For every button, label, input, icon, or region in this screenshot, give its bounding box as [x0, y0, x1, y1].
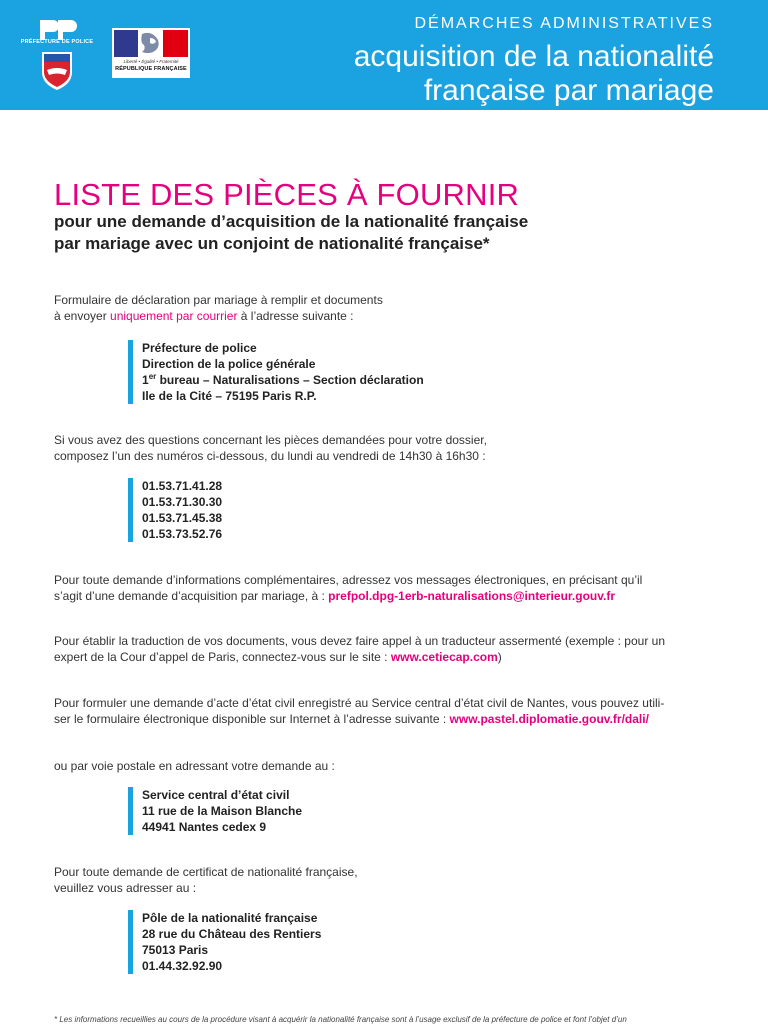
- intro-paragraph: [54, 292, 719, 324]
- address-prefecture-line-1: Préfecture de police: [142, 341, 257, 355]
- certificat-line-2: veuillez vous adresser au :: [54, 881, 197, 895]
- footnote: * Les informations recueillies au cours de la procédure visant à acquérir la nationalité française sont à l’usage exclusif de la préfecture de police et font l’objet d’un: [54, 1015, 627, 1024]
- rf-name: RÉPUBLIQUE FRANÇAISE: [115, 66, 187, 72]
- postal-paragraph: ou par voie postale en adressant votre demande au :: [54, 759, 335, 773]
- address-pole-line-3: 75013 Paris: [142, 943, 209, 957]
- address-prefecture-line-2: Direction de la police générale: [142, 357, 316, 371]
- rf-motto: Liberté • Égalité • Fraternité: [123, 59, 179, 64]
- etat-civil-line-2: [54, 711, 719, 727]
- address-prefecture: [128, 340, 424, 404]
- header-title: [354, 40, 714, 108]
- info-email-paragraph: [54, 572, 719, 604]
- certificat-line-1: Pour toute demande de certificat de nationalité française,: [54, 865, 358, 879]
- header-title-line-2: française par mariage: [423, 74, 714, 107]
- prefecture-logo-text: PRÉFECTURE DE POLICE: [20, 39, 94, 45]
- address-nantes-line-3: 44941 Nantes cedex 9: [142, 820, 267, 834]
- subtitle-line-2: par mariage avec un conjoint de nationalité française*: [54, 234, 490, 253]
- republique-francaise-logo: [112, 28, 190, 78]
- marianne-icon: [112, 28, 190, 58]
- phone-number[interactable]: 01.53.71.45.38: [142, 511, 223, 525]
- prefecture-de-police-logo: [14, 16, 100, 92]
- pastel-link[interactable]: www.pastel.diplomatie.gouv.fr/dali/: [449, 712, 649, 726]
- info-email-line-1: Pour toute demande d’informations complémentaires, adressez vos messages électroniques, en précisant qu’il: [54, 573, 643, 587]
- etat-civil-line-1: Pour formuler une demande d’acte d’état civil enregistré au Service central d’état civil de Nantes, vous pouvez utili-: [54, 696, 665, 710]
- phone-number[interactable]: 01.53.73.52.76: [142, 527, 223, 541]
- phone-number[interactable]: 01.53.71.41.28: [142, 479, 223, 493]
- address-pole-nationalite: [128, 910, 321, 974]
- email-link[interactable]: prefpol.dpg-1erb-naturalisations@interieur.gouv.fr: [328, 589, 616, 603]
- address-nantes-line-1: Service central d’état civil: [142, 788, 290, 802]
- bureau-label: bureau – Naturalisations – Section déclaration: [156, 373, 424, 387]
- page-title: LISTE DES PIÈCES À FOURNIR: [54, 177, 520, 212]
- translation-line-1: Pour établir la traduction de vos documents, vous devez faire appel à un traducteur assermenté (exemple : pour un: [54, 634, 666, 648]
- address-nantes: [128, 787, 302, 835]
- etat-civil-line-2-text: ser le formulaire électronique disponible sur Internet à l’adresse suivante :: [54, 712, 450, 726]
- questions-paragraph: [54, 432, 719, 464]
- address-nantes-line-2: 11 rue de la Maison Blanche: [142, 804, 303, 818]
- address-pole-phone[interactable]: 01.44.32.92.90: [142, 959, 223, 973]
- certificat-paragraph: [54, 864, 719, 896]
- translation-line-2-text: expert de la Cour d’appel de Paris, connectez-vous sur le site :: [54, 650, 391, 664]
- header-kicker: DÉMARCHES ADMINISTRATIVES: [414, 15, 714, 32]
- cetiecap-link[interactable]: www.cetiecap.com: [390, 650, 498, 664]
- info-email-line-2: [54, 588, 719, 604]
- bureau-number: 1: [142, 373, 149, 387]
- intro-line-1: Formulaire de déclaration par mariage à remplir et documents: [54, 293, 383, 307]
- translation-line-2: [54, 649, 719, 665]
- questions-line-2: composez l’un des numéros ci-dessous, du lundi au vendredi de 14h30 à 16h30 :: [54, 449, 486, 463]
- etat-civil-paragraph: [54, 695, 719, 727]
- header-banner: [0, 0, 768, 110]
- bureau-ordinal: er: [148, 372, 157, 381]
- address-pole-line-1: Pôle de la nationalité française: [142, 911, 318, 925]
- page-subtitle: [54, 211, 714, 255]
- info-email-line-2-text: s’agit d’une demande d’acquisition par mariage, à :: [54, 589, 329, 603]
- intro-line-2: [54, 308, 719, 324]
- subtitle-line-1: pour une demande d’acquisition de la nationalité française: [54, 212, 529, 231]
- address-prefecture-line-4: Ile de la Cité – 75195 Paris R.P.: [142, 389, 317, 403]
- header-title-line-1: acquisition de la nationalité: [353, 40, 714, 73]
- phone-list: [128, 478, 222, 542]
- phone-number[interactable]: 01.53.71.30.30: [142, 495, 223, 509]
- questions-line-1: Si vous avez des questions concernant les pièces demandées pour votre dossier,: [54, 433, 487, 447]
- address-pole-line-2: 28 rue du Château des Rentiers: [142, 927, 322, 941]
- intro-line-2-start: à envoyer: [54, 309, 111, 323]
- translation-line-2-end: ): [497, 650, 502, 664]
- translation-paragraph: [54, 633, 719, 665]
- intro-line-2-end: à l’adresse suivante :: [237, 309, 354, 323]
- mail-only-highlight: uniquement par courrier: [110, 309, 238, 323]
- address-prefecture-line-3: [142, 372, 424, 388]
